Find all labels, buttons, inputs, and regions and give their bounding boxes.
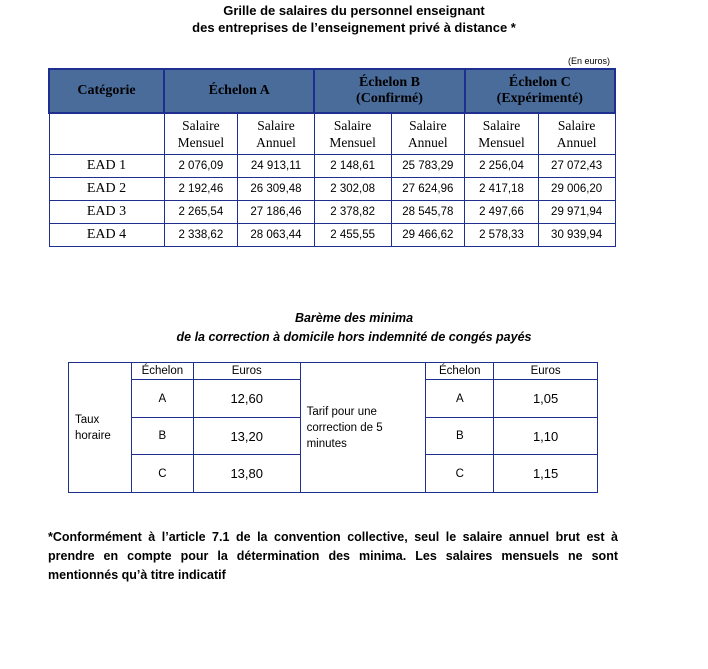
row-category: EAD 1 xyxy=(49,155,164,178)
row-category: EAD 2 xyxy=(49,178,164,201)
subheader-text: Salaire xyxy=(257,118,295,133)
cell-a-annual: 26 309,48 xyxy=(238,178,315,201)
salary-grid-title xyxy=(0,2,708,36)
subheader-a-monthly xyxy=(164,113,238,155)
table-row xyxy=(49,201,615,224)
currency-unit-note: (En euros) xyxy=(568,56,611,66)
correction-echelon: A xyxy=(426,380,494,418)
row-category: EAD 4 xyxy=(49,224,164,247)
header-echelon-b-line1: Échelon B xyxy=(358,75,421,90)
subheader-b-annual xyxy=(391,113,465,155)
hourly-echelon-header: Échelon xyxy=(131,363,193,380)
cell-b-annual: 27 624,96 xyxy=(391,178,465,201)
subheader-text: Salaire xyxy=(482,118,521,133)
cell-b-annual: 29 466,62 xyxy=(391,224,465,247)
cell-b-annual: 28 545,78 xyxy=(391,201,465,224)
subheader-b-monthly xyxy=(314,113,391,155)
hourly-euros: 13,20 xyxy=(193,418,300,455)
correction-echelon: C xyxy=(426,455,494,493)
hourly-rate-label-line2: horaire xyxy=(75,429,111,442)
cell-a-annual: 28 063,44 xyxy=(238,224,315,247)
cell-c-annual: 29 006,20 xyxy=(538,178,615,201)
subheader-c-annual xyxy=(538,113,615,155)
minima-title xyxy=(0,309,708,347)
minima-table xyxy=(68,362,598,493)
table-row xyxy=(49,178,615,201)
correction-rate-label: Tarif pour une correction de 5 minutes xyxy=(300,363,426,493)
cell-b-monthly: 2 378,82 xyxy=(314,201,391,224)
header-echelon-b xyxy=(314,69,464,113)
correction-echelon-header: Échelon xyxy=(426,363,494,380)
cell-b-monthly: 2 455,55 xyxy=(314,224,391,247)
header-echelon-a: Échelon A xyxy=(164,69,314,113)
correction-euros: 1,15 xyxy=(494,455,598,493)
correction-echelon: B xyxy=(426,418,494,455)
footnote: *Conformément à l’article 7.1 de la convention collective, seul le salaire annuel brut est à prendre en compte pour la détermination des minima. Les salaires mensuels ne sont mentionnés qu’à titre indicatif xyxy=(48,530,618,582)
subheader-text: Annuel xyxy=(556,135,597,150)
cell-c-monthly: 2 578,33 xyxy=(465,224,539,247)
minima-title-line-1: Barème des minima xyxy=(294,311,414,325)
hourly-euros: 13,80 xyxy=(193,455,300,493)
title-line-2: des entreprises de l’enseignement privé à distance * xyxy=(192,20,516,35)
header-echelon-c-line2: (Expérimenté) xyxy=(496,91,583,106)
cell-c-monthly: 2 256,04 xyxy=(465,155,539,178)
cell-c-annual: 27 072,43 xyxy=(538,155,615,178)
hourly-euros: 12,60 xyxy=(193,380,300,418)
cell-b-annual: 25 783,29 xyxy=(391,155,465,178)
cell-c-annual: 29 971,94 xyxy=(538,201,615,224)
hourly-echelon: C xyxy=(131,455,193,493)
minima-title-line-2: de la correction à domicile hors indemnité de congés payés xyxy=(176,330,532,344)
cell-c-monthly: 2 417,18 xyxy=(465,178,539,201)
subheader-c-monthly xyxy=(465,113,539,155)
correction-euros: 1,05 xyxy=(494,380,598,418)
cell-a-annual: 24 913,11 xyxy=(238,155,315,178)
salary-table xyxy=(48,68,616,247)
subheader-text: Salaire xyxy=(333,118,372,133)
hourly-echelon: B xyxy=(131,418,193,455)
subheader-text: Mensuel xyxy=(177,135,225,150)
cell-a-annual: 27 186,46 xyxy=(238,201,315,224)
cell-b-monthly: 2 302,08 xyxy=(314,178,391,201)
hourly-rate-label xyxy=(69,363,132,493)
cell-a-monthly: 2 192,46 xyxy=(164,178,238,201)
cell-c-annual: 30 939,94 xyxy=(538,224,615,247)
subheader-text: Annuel xyxy=(407,135,448,150)
cell-c-monthly: 2 497,66 xyxy=(465,201,539,224)
cell-a-monthly: 2 338,62 xyxy=(164,224,238,247)
header-echelon-b-line2: (Confirmé) xyxy=(356,91,423,106)
row-category: EAD 3 xyxy=(49,201,164,224)
hourly-rate-label-line1: Taux xyxy=(75,413,100,426)
hourly-euros-header: Euros xyxy=(193,363,300,380)
cell-a-monthly: 2 265,54 xyxy=(164,201,238,224)
header-category: Catégorie xyxy=(49,69,164,113)
subheader-text: Mensuel xyxy=(329,135,376,150)
header-echelon-c-line1: Échelon C xyxy=(508,75,571,90)
correction-euros-header: Euros xyxy=(494,363,598,380)
subheader-a-annual xyxy=(238,113,315,155)
subheader-empty xyxy=(49,113,164,155)
subheader-text: Salaire xyxy=(182,118,220,133)
hourly-echelon: A xyxy=(131,380,193,418)
subheader-text: Annuel xyxy=(256,135,296,150)
subheader-text: Salaire xyxy=(557,118,596,133)
subheader-text: Mensuel xyxy=(478,135,525,150)
cell-a-monthly: 2 076,09 xyxy=(164,155,238,178)
table-row xyxy=(49,155,615,178)
subheader-text: Salaire xyxy=(409,118,447,133)
title-line-1: Grille de salaires du personnel enseignant xyxy=(223,3,485,18)
table-row xyxy=(49,224,615,247)
correction-euros: 1,10 xyxy=(494,418,598,455)
cell-b-monthly: 2 148,61 xyxy=(314,155,391,178)
header-echelon-c xyxy=(465,69,615,113)
